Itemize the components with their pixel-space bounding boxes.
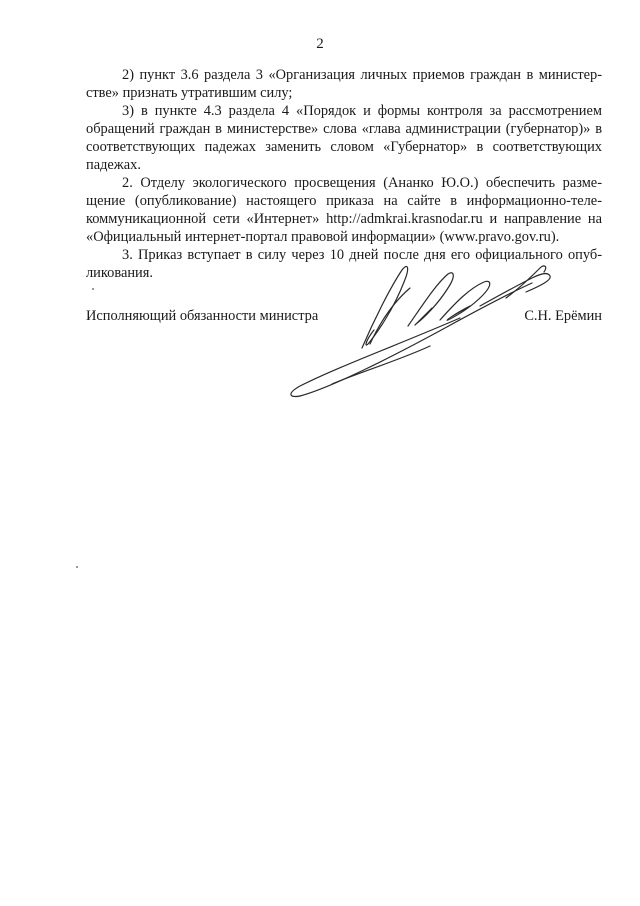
handwritten-signature xyxy=(270,248,630,408)
paragraph-item-3: 3) в пункте 4.3 раздела 4 «Порядок и формы контроля за рассмотрением обращений граждан в министерстве» слова «глава администрации (губернатор)» в соответствующих падежах заменить словом «Губернатор» в соответствующих падежах. xyxy=(86,103,602,173)
signatory-name: С.Н. Ерёмин xyxy=(524,308,602,324)
scan-speck xyxy=(92,288,94,290)
paragraph-point-2: 2. Отделу экологического просвещения (Ананко Ю.О.) обеспечить размещение (опубликование) настоящего приказа на сайте в информационно-телекоммуникационной сети «Интернет» http://admkrai.krasnodar.ru и направление на «Официальный интернет-портал правовой информации» (www.pravo.gov.ru). xyxy=(86,175,602,245)
signatory-position: Исполняющий обязанности министра xyxy=(86,308,319,324)
scan-speck xyxy=(76,566,78,568)
paragraph-item-2: 2) пункт 3.6 раздела 3 «Организация личных приемов граждан в министерстве» признать утратившим силу; xyxy=(86,67,602,101)
paragraph-point-3: 3. Приказ вступает в силу через 10 дней после дня его официального опубликования. xyxy=(86,247,602,281)
page-number: 2 xyxy=(316,36,324,52)
